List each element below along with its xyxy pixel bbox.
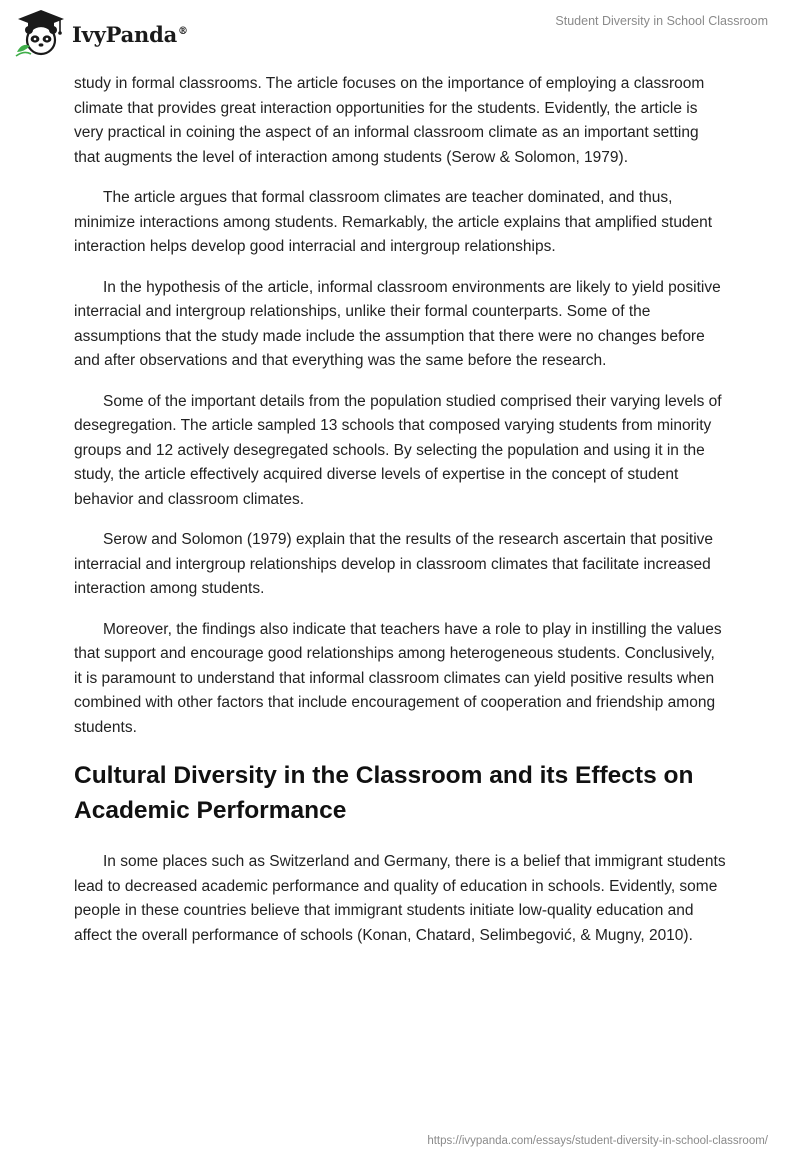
page-header (0, 0, 800, 64)
logo-text: IvyPanda® (72, 21, 188, 47)
paragraph: The article argues that formal classroom climates are teacher dominated, and thus, minimize interactions among students. Remarkably, the article explains that amplified student interaction helps develop good interracial and intergroup relationships. (74, 189, 713, 255)
paragraph: In some places such as Switzerland and Germany, there is a belief that immigrant students lead to decreased academic performance and quality of education in schools. Evidently, some people in these countries believe that immigrant students initiate low-quality education and affect the overall performance of schools (Konan, Chatard, Selimbegović, & Mugny, 2010). (74, 853, 726, 944)
paragraph: Some of the important details from the population studied comprised their varying levels of desegregation. The article sampled 13 schools that composed varying students from minority groups and 12 actively desegregated schools. By selecting the population and using it in the study, the article effectively acquired diverse levels of expertise in the concept of student behavior and classroom climates. (74, 392, 722, 508)
article-body (74, 72, 726, 964)
paragraph: In the hypothesis of the article, informal classroom environments are likely to yield positive interracial and intergroup relationships, unlike their formal counterparts. Some of the assumptions that the study made include the assumption that there were no changes before and after observations and that everything was the same before the research. (74, 278, 721, 369)
paragraph: study in formal classrooms. The article focuses on the importance of employing a classroom climate that provides great interaction opportunities for the students. Evidently, the article is very practical in coining the aspect of an informal classroom climate as an important setting that augments the level of interaction among students (Serow & Solomon, 1979). (74, 75, 705, 166)
paragraph: Moreover, the findings also indicate that teachers have a role to play in instilling the values that support and encourage good relationships among heterogeneous students. Conclusively, it is paramount to understand that informal classroom climates can yield positive results when combined with other factors that include encouragement of cooperation and friendship among students. (74, 620, 722, 736)
panda-graduate-icon (14, 8, 68, 58)
document-title: Student Diversity in School Classroom (555, 14, 768, 28)
source-url-link[interactable]: https://ivypanda.com/essays/student-diversity-in-school-classroom/ (427, 1135, 768, 1147)
ivypanda-logo[interactable] (14, 8, 188, 58)
section-heading: Cultural Diversity in the Classroom and its Effects on Academic Performance (74, 762, 694, 824)
paragraph: Serow and Solomon (1979) explain that the results of the research ascertain that positive interracial and intergroup relationships develop in classroom climates that facilitate increased interaction among students. (74, 531, 714, 597)
